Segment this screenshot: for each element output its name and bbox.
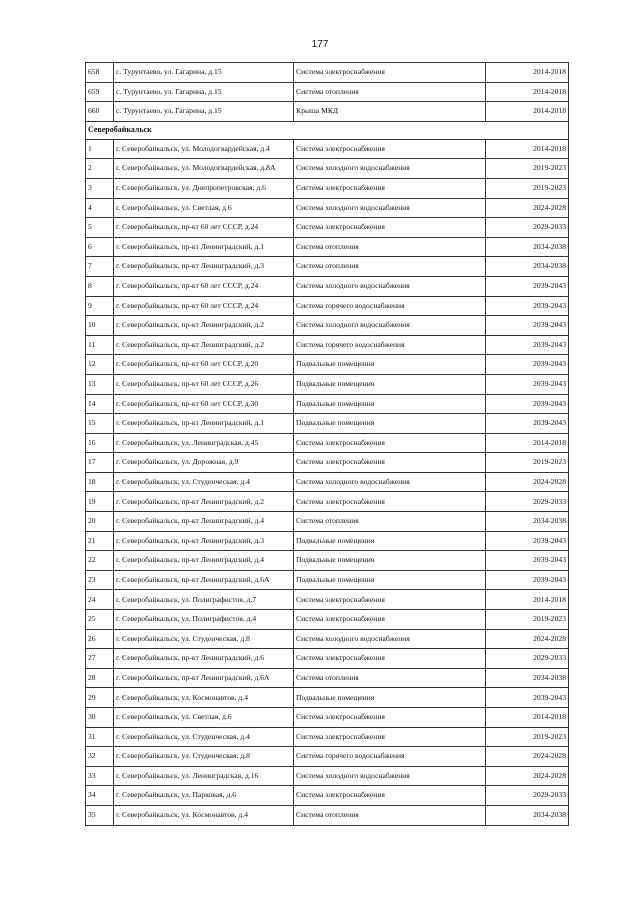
section-row: [86, 121, 569, 139]
row-system: Система электроснабжения: [294, 786, 486, 806]
row-address: г. Северобайкальск, ул. Дорожная, д.9: [114, 453, 294, 473]
row-number: 19: [86, 492, 114, 512]
row-period: 2014-2018: [486, 139, 569, 159]
row-address: г. Северобайкальск, пр-кт 60 лет СССР, д.20: [114, 355, 294, 375]
row-period: 2039-2043: [486, 414, 569, 434]
row-period: 2034-2038: [486, 257, 569, 277]
table-row: [86, 63, 569, 83]
table-row: [86, 335, 569, 355]
row-number: 35: [86, 805, 114, 825]
row-period: 2039-2043: [486, 316, 569, 336]
row-system: Подвальные помещения: [294, 688, 486, 708]
repair-schedule-table: [85, 62, 569, 826]
row-period: 2039-2043: [486, 296, 569, 316]
table-row: [86, 766, 569, 786]
table-row: [86, 512, 569, 532]
row-address: г. Северобайкальск, пр-кт Ленинградский, д.2: [114, 492, 294, 512]
table-row: [86, 198, 569, 218]
table-row: [86, 139, 569, 159]
table-row: [86, 727, 569, 747]
table-row: [86, 296, 569, 316]
table-row: [86, 218, 569, 238]
row-system: Система холодного водоснабжения: [294, 316, 486, 336]
row-period: 2039-2043: [486, 570, 569, 590]
row-address: г. Северобайкальск, пр-кт 60 лет СССР, д.24: [114, 218, 294, 238]
table-body: [86, 63, 569, 826]
row-period: 2014-2018: [486, 102, 569, 122]
row-number: 30: [86, 708, 114, 728]
row-number: 7: [86, 257, 114, 277]
row-number: 18: [86, 472, 114, 492]
row-number: 1: [86, 139, 114, 159]
row-address: г. Северобайкальск, ул. Студенческая, д.8: [114, 629, 294, 649]
row-system: Система холодного водоснабжения: [294, 198, 486, 218]
row-period: 2034-2038: [486, 668, 569, 688]
row-system: Крыша МКД: [294, 102, 486, 122]
row-system: Система холодного водоснабжения: [294, 629, 486, 649]
row-period: 2039-2043: [486, 355, 569, 375]
row-number: 25: [86, 610, 114, 630]
row-number: 16: [86, 433, 114, 453]
row-system: Система электроснабжения: [294, 727, 486, 747]
row-period: 2039-2043: [486, 276, 569, 296]
row-address: г. Северобайкальск, пр-кт 60 лет СССР, д.24: [114, 276, 294, 296]
row-system: Подвальные помещения: [294, 414, 486, 434]
row-system: Система электроснабжения: [294, 178, 486, 198]
row-address: г. Северобайкальск, ул. Парковая, д.6: [114, 786, 294, 806]
table-row: [86, 629, 569, 649]
row-number: 31: [86, 727, 114, 747]
table-row: [86, 472, 569, 492]
row-number: 658: [86, 63, 114, 83]
row-number: 11: [86, 335, 114, 355]
row-number: 22: [86, 551, 114, 571]
table-row: [86, 159, 569, 179]
table-row: [86, 453, 569, 473]
table-row: [86, 102, 569, 122]
row-system: Система электроснабжения: [294, 63, 486, 83]
table-row: [86, 805, 569, 825]
row-address: г. Северобайкальск, пр-кт Ленинградский, д.1: [114, 414, 294, 434]
table-row: [86, 355, 569, 375]
row-period: 2039-2043: [486, 688, 569, 708]
row-address: г. Северобайкальск, ул. Молодогвардейская, д.8А: [114, 159, 294, 179]
row-address: г. Северобайкальск, ул. Студенческая, д.4: [114, 727, 294, 747]
row-system: Система электроснабжения: [294, 610, 486, 630]
row-address: г. Северобайкальск, ул. Ленинградская, д.45: [114, 433, 294, 453]
row-address: г. Северобайкальск, ул. Студенческая, д.4: [114, 472, 294, 492]
row-period: 2014-2018: [486, 63, 569, 83]
row-period: 2029-2033: [486, 786, 569, 806]
row-system: Система электроснабжения: [294, 218, 486, 238]
row-number: 660: [86, 102, 114, 122]
row-period: 2019-2023: [486, 159, 569, 179]
row-number: 26: [86, 629, 114, 649]
row-system: Система холодного водоснабжения: [294, 472, 486, 492]
row-number: 2: [86, 159, 114, 179]
row-address: г. Северобайкальск, ул. Студенческая, д.8: [114, 747, 294, 767]
table-row: [86, 433, 569, 453]
table-row: [86, 276, 569, 296]
row-address: г. Северобайкальск, пр-кт Ленинградский, д.6: [114, 649, 294, 669]
row-number: 29: [86, 688, 114, 708]
row-number: 9: [86, 296, 114, 316]
row-number: 27: [86, 649, 114, 669]
table-row: [86, 82, 569, 102]
row-period: 2039-2043: [486, 551, 569, 571]
row-system: Подвальные помещения: [294, 551, 486, 571]
row-period: 2024-2028: [486, 747, 569, 767]
row-number: 12: [86, 355, 114, 375]
row-system: Подвальные помещения: [294, 355, 486, 375]
row-system: Система электроснабжения: [294, 139, 486, 159]
row-period: 2019-2023: [486, 727, 569, 747]
row-period: 2014-2018: [486, 590, 569, 610]
row-system: Система горячего водоснабжения: [294, 296, 486, 316]
row-system: Система отопления: [294, 668, 486, 688]
row-number: 10: [86, 316, 114, 336]
row-address: г. Северобайкальск, пр-кт Ленинградский, д.4: [114, 551, 294, 571]
table-row: [86, 649, 569, 669]
row-address: г. Северобайкальск, ул. Светлая, д.6: [114, 198, 294, 218]
table-row: [86, 394, 569, 414]
row-address: г. Северобайкальск, ул. Ленинградская, д.16: [114, 766, 294, 786]
row-address: г. Северобайкальск, ул. Полиграфистов, д.4: [114, 610, 294, 630]
row-system: Подвальные помещения: [294, 531, 486, 551]
row-address: г. Северобайкальск, ул. Днепропетровская, д.6: [114, 178, 294, 198]
row-number: 659: [86, 82, 114, 102]
row-period: 2024-2028: [486, 198, 569, 218]
row-period: 2034-2038: [486, 512, 569, 532]
row-system: Система отопления: [294, 257, 486, 277]
row-number: 15: [86, 414, 114, 434]
row-period: 2024-2028: [486, 766, 569, 786]
row-system: Подвальные помещения: [294, 570, 486, 590]
row-address: с. Турунтаево, ул. Гагарина, д.15: [114, 82, 294, 102]
row-number: 4: [86, 198, 114, 218]
table-row: [86, 178, 569, 198]
row-number: 32: [86, 747, 114, 767]
row-address: г. Северобайкальск, ул. Космонавтов, д.4: [114, 805, 294, 825]
row-number: 20: [86, 512, 114, 532]
row-period: 2039-2043: [486, 374, 569, 394]
row-system: Система холодного водоснабжения: [294, 276, 486, 296]
row-address: г. Северобайкальск, ул. Космонавтов, д.4: [114, 688, 294, 708]
table-row: [86, 257, 569, 277]
row-address: г. Северобайкальск, ул. Молодогвардейская, д.4: [114, 139, 294, 159]
row-address: г. Северобайкальск, пр-кт Ленинградский, д.6А: [114, 570, 294, 590]
table-row: [86, 668, 569, 688]
table-row: [86, 414, 569, 434]
row-system: Система горячего водоснабжения: [294, 747, 486, 767]
row-period: 2024-2028: [486, 629, 569, 649]
table-row: [86, 237, 569, 257]
row-address: с. Турунтаево, ул. Гагарина, д.15: [114, 63, 294, 83]
row-period: 2014-2018: [486, 708, 569, 728]
row-system: Система электроснабжения: [294, 590, 486, 610]
row-number: 14: [86, 394, 114, 414]
table-row: [86, 590, 569, 610]
row-system: Система отопления: [294, 237, 486, 257]
row-address: г. Северобайкальск, пр-кт Ленинградский, д.3: [114, 257, 294, 277]
row-system: Подвальные помещения: [294, 374, 486, 394]
table-row: [86, 570, 569, 590]
section-title: Северобайкальск: [86, 121, 569, 139]
row-period: 2019-2023: [486, 178, 569, 198]
row-address: г. Северобайкальск, пр-кт Ленинградский, д.3: [114, 531, 294, 551]
table-row: [86, 610, 569, 630]
row-period: 2039-2043: [486, 335, 569, 355]
row-system: Система горячего водоснабжения: [294, 335, 486, 355]
table-row: [86, 708, 569, 728]
row-number: 8: [86, 276, 114, 296]
row-address: г. Северобайкальск, пр-кт Ленинградский, д.2: [114, 335, 294, 355]
row-address: г. Северобайкальск, пр-кт Ленинградский, д.4: [114, 512, 294, 532]
row-number: 3: [86, 178, 114, 198]
row-system: Система отопления: [294, 512, 486, 532]
row-address: г. Северобайкальск, пр-кт Ленинградский, д.1: [114, 237, 294, 257]
row-period: 2034-2038: [486, 805, 569, 825]
row-number: 33: [86, 766, 114, 786]
row-address: г. Северобайкальск, пр-кт 60 лет СССР, д.24: [114, 296, 294, 316]
row-address: с. Турунтаево, ул. Гагарина, д.15: [114, 102, 294, 122]
row-period: 2019-2023: [486, 610, 569, 630]
table-row: [86, 531, 569, 551]
row-period: 2014-2018: [486, 82, 569, 102]
row-system: Система отопления: [294, 82, 486, 102]
row-address: г. Северобайкальск, ул. Светлая, д.6: [114, 708, 294, 728]
row-period: 2029-2033: [486, 492, 569, 512]
row-period: 2014-2018: [486, 433, 569, 453]
row-number: 28: [86, 668, 114, 688]
row-number: 6: [86, 237, 114, 257]
row-period: 2034-2038: [486, 237, 569, 257]
row-address: г. Северобайкальск, пр-кт Ленинградский, д.6А: [114, 668, 294, 688]
row-period: 2024-2028: [486, 472, 569, 492]
table-row: [86, 492, 569, 512]
table-row: [86, 316, 569, 336]
row-number: 24: [86, 590, 114, 610]
row-number: 5: [86, 218, 114, 238]
table-row: [86, 551, 569, 571]
row-address: г. Северобайкальск, пр-кт 60 лет СССР, д.30: [114, 394, 294, 414]
row-system: Система электроснабжения: [294, 492, 486, 512]
row-period: 2019-2023: [486, 453, 569, 473]
row-address: г. Северобайкальск, пр-кт Ленинградский, д.2: [114, 316, 294, 336]
row-system: Система электроснабжения: [294, 649, 486, 669]
row-number: 23: [86, 570, 114, 590]
page-number: 177: [311, 39, 329, 50]
row-period: 2039-2043: [486, 394, 569, 414]
row-address: г. Северобайкальск, пр-кт 60 лет СССР, д.26: [114, 374, 294, 394]
row-period: 2039-2043: [486, 531, 569, 551]
row-system: Подвальные помещения: [294, 394, 486, 414]
row-number: 17: [86, 453, 114, 473]
table-row: [86, 786, 569, 806]
row-system: Система электроснабжения: [294, 708, 486, 728]
row-system: Система электроснабжения: [294, 453, 486, 473]
row-system: Система холодного водоснабжения: [294, 766, 486, 786]
row-number: 13: [86, 374, 114, 394]
row-number: 21: [86, 531, 114, 551]
row-period: 2029-2033: [486, 649, 569, 669]
row-number: 34: [86, 786, 114, 806]
table-row: [86, 688, 569, 708]
row-address: г. Северобайкальск, ул. Полиграфистов, д.7: [114, 590, 294, 610]
row-period: 2029-2033: [486, 218, 569, 238]
table-row: [86, 747, 569, 767]
table-row: [86, 374, 569, 394]
row-system: Система отопления: [294, 805, 486, 825]
row-system: Система электроснабжения: [294, 433, 486, 453]
row-system: Система холодного водоснабжения: [294, 159, 486, 179]
